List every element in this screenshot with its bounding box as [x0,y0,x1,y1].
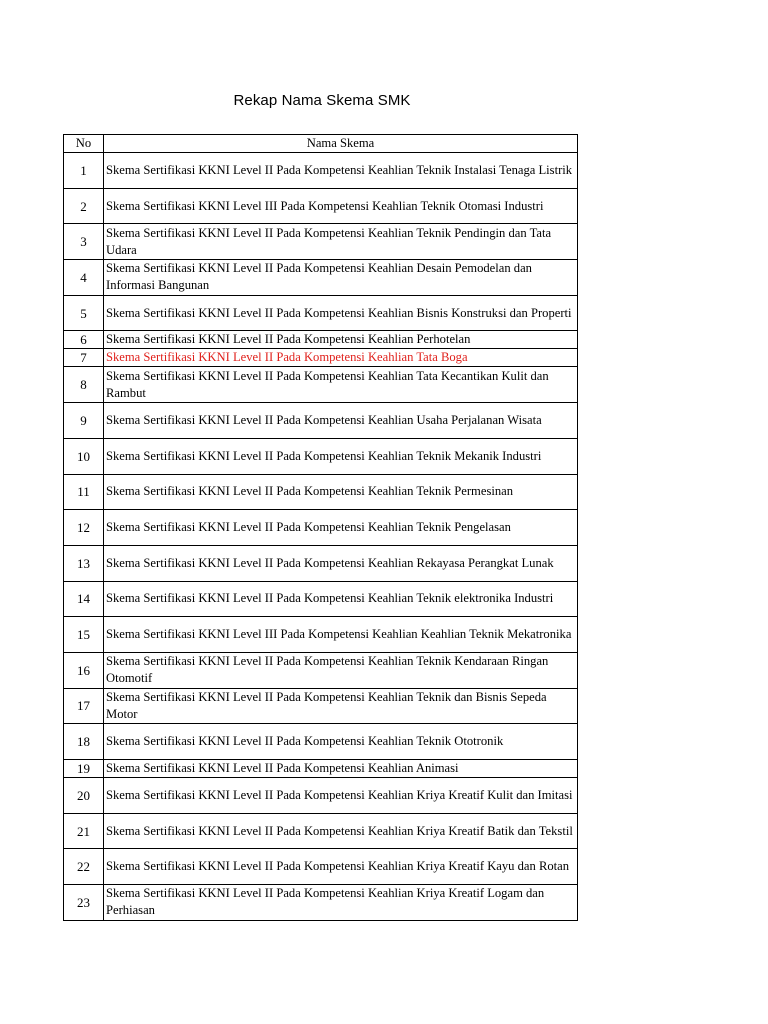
table-row [64,813,578,849]
skema-name: Skema Sertifikasi KKNI Level II Pada Kompetensi Keahlian Kriya Kreatif Kayu dan Rotan [104,849,578,885]
header-no: No [64,135,104,153]
table-row [64,617,578,653]
skema-name: Skema Sertifikasi KKNI Level II Pada Kompetensi Keahlian Kriya Kreatif Logam dan Perhiasan [104,885,578,921]
table-body [64,153,578,921]
row-number: 11 [64,474,104,510]
row-number: 15 [64,617,104,653]
skema-name: Skema Sertifikasi KKNI Level II Pada Kompetensi Keahlian Teknik Pengelasan [104,510,578,546]
skema-name: Skema Sertifikasi KKNI Level II Pada Kompetensi Keahlian Teknik dan Bisnis Sepeda Motor [104,688,578,724]
table-row [64,688,578,724]
skema-name: Skema Sertifikasi KKNI Level II Pada Kompetensi Keahlian Teknik elektronika Industri [104,581,578,617]
table-row [64,153,578,189]
skema-name: Skema Sertifikasi KKNI Level II Pada Kompetensi Keahlian Teknik Mekanik Industri [104,438,578,474]
row-number: 8 [64,367,104,403]
skema-name: Skema Sertifikasi KKNI Level II Pada Kompetensi Keahlian Rekayasa Perangkat Lunak [104,545,578,581]
row-number: 14 [64,581,104,617]
row-number: 4 [64,260,104,296]
table-row [64,545,578,581]
table-row [64,367,578,403]
row-number: 19 [64,760,104,778]
skema-name: Skema Sertifikasi KKNI Level III Pada Kompetensi Keahlian Teknik Otomasi Industri [104,188,578,224]
skema-name: Skema Sertifikasi KKNI Level II Pada Kompetensi Keahlian Tata Kecantikan Kulit dan Rambut [104,367,578,403]
row-number: 9 [64,403,104,439]
table-row [64,724,578,760]
skema-name: Skema Sertifikasi KKNI Level II Pada Kompetensi Keahlian Teknik Kendaraan Ringan Otomotif [104,652,578,688]
row-number: 16 [64,652,104,688]
skema-name: Skema Sertifikasi KKNI Level II Pada Kompetensi Keahlian Kriya Kreatif Batik dan Tekstil [104,813,578,849]
table-row [64,438,578,474]
row-number: 20 [64,778,104,814]
table-row [64,778,578,814]
row-number: 23 [64,885,104,921]
table-row [64,652,578,688]
row-number: 3 [64,224,104,260]
table-row [64,188,578,224]
skema-name: Skema Sertifikasi KKNI Level II Pada Kompetensi Keahlian Teknik Pendingin dan Tata Udara [104,224,578,260]
row-number: 1 [64,153,104,189]
skema-name: Skema Sertifikasi KKNI Level II Pada Kompetensi Keahlian Kriya Kreatif Kulit dan Imitasi [104,778,578,814]
table-row [64,331,578,349]
table-row [64,760,578,778]
table-header [64,135,578,153]
skema-name: Skema Sertifikasi KKNI Level II Pada Kompetensi Keahlian Teknik Permesinan [104,474,578,510]
skema-name: Skema Sertifikasi KKNI Level II Pada Kompetensi Keahlian Teknik Instalasi Tenaga Listrik [104,153,578,189]
skema-name: Skema Sertifikasi KKNI Level II Pada Kompetensi Keahlian Tata Boga [104,349,578,367]
skema-name: Skema Sertifikasi KKNI Level II Pada Kompetensi Keahlian Perhotelan [104,331,578,349]
row-number: 10 [64,438,104,474]
page-title: Rekap Nama Skema SMK [233,92,411,109]
skema-name: Skema Sertifikasi KKNI Level II Pada Kompetensi Keahlian Teknik Ototronik [104,724,578,760]
header-row [64,135,578,153]
header-nama-skema: Nama Skema [104,135,578,153]
row-number: 6 [64,331,104,349]
row-number: 18 [64,724,104,760]
table-row [64,581,578,617]
table-row [64,885,578,921]
skema-name: Skema Sertifikasi KKNI Level II Pada Kompetensi Keahlian Animasi [104,760,578,778]
skema-table [63,134,578,921]
table-row [64,224,578,260]
table-row [64,260,578,296]
row-number: 2 [64,188,104,224]
skema-name: Skema Sertifikasi KKNI Level II Pada Kompetensi Keahlian Desain Pemodelan dan Informasi Bangunan [104,260,578,296]
skema-name: Skema Sertifikasi KKNI Level III Pada Kompetensi Keahlian Keahlian Teknik Mekatronika [104,617,578,653]
row-number: 5 [64,295,104,331]
row-number: 7 [64,349,104,367]
table-row [64,849,578,885]
row-number: 21 [64,813,104,849]
table-row [64,510,578,546]
row-number: 13 [64,545,104,581]
skema-name: Skema Sertifikasi KKNI Level II Pada Kompetensi Keahlian Usaha Perjalanan Wisata [104,403,578,439]
table-row [64,474,578,510]
table-row [64,403,578,439]
row-number: 22 [64,849,104,885]
table-row [64,349,578,367]
table-row [64,295,578,331]
skema-name: Skema Sertifikasi KKNI Level II Pada Kompetensi Keahlian Bisnis Konstruksi dan Properti [104,295,578,331]
row-number: 17 [64,688,104,724]
row-number: 12 [64,510,104,546]
